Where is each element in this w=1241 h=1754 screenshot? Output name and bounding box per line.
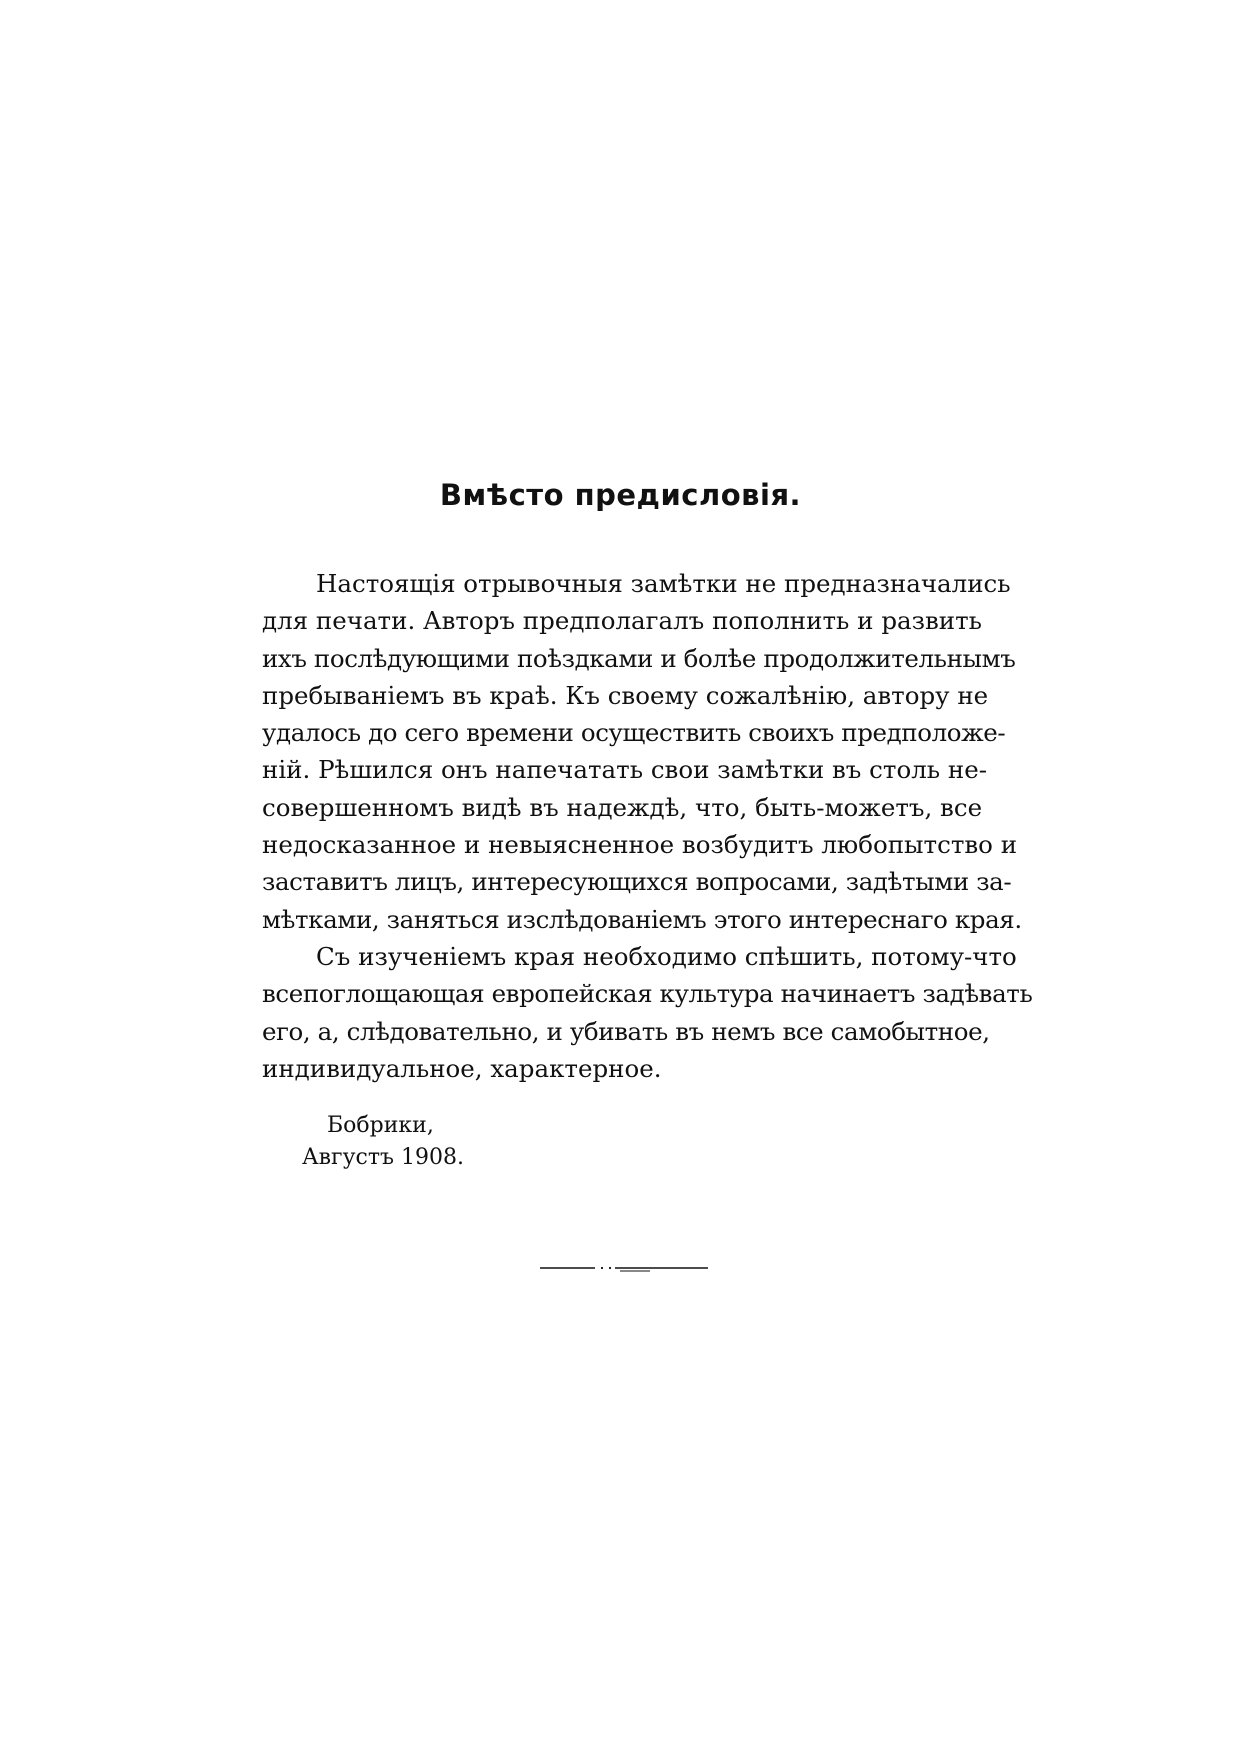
paragraph-1-line: недосказанное и невыясненное возбудитъ любопытство и: [262, 830, 1018, 860]
paragraph-1-line: пребываніемъ въ краѣ. Къ своему сожалѣнію, автору не: [262, 680, 989, 710]
paragraph-2-line: индивидуальное, характерное.: [262, 1053, 662, 1083]
paragraph-1-line: заставитъ лицъ, интересующихся вопросами, задѣтыми за-: [262, 867, 1012, 897]
paragraph-1-line: ній. Рѣшился онъ напечатать свои замѣтки въ столь не-: [262, 755, 987, 785]
ornament-divider-icon: [540, 1265, 708, 1273]
paragraph-2-line: всепоглощающая европейская культура начинаетъ задѣвать: [262, 979, 1033, 1009]
preface-text: [262, 565, 1033, 1087]
paragraph-2-line: Съ изученіемъ края необходимо спѣшить, потому-что: [316, 941, 1017, 971]
paragraph-1-line: для печати. Авторъ предполагалъ пополнить и развить: [262, 606, 982, 636]
signature-date: Августъ 1908.: [302, 1145, 464, 1170]
paragraph-1-line: ихъ послѣдующими поѣздками и болѣе продолжительнымъ: [262, 643, 1016, 673]
paragraph-2-line: его, а, слѣдовательно, и убивать въ немъ все самобытное,: [262, 1016, 990, 1046]
page-title: Вмѣсто предисловія.: [439, 478, 802, 512]
paragraph-1-line: совершенномъ видѣ въ надеждѣ, что, быть-можетъ, все: [262, 792, 983, 822]
signature-block: [302, 1110, 464, 1174]
signature-place: Бобрики,: [327, 1113, 434, 1138]
paragraph-1-line: Настоящія отрывочныя замѣтки не предназначались: [316, 569, 1011, 598]
decorative-rule: [540, 1265, 708, 1273]
paragraph-1-line: мѣтками, заняться изслѣдованіемъ этого интереснаго края.: [262, 904, 1022, 934]
paragraph-1-line: удалось до сего времени осуществить своихъ предположе-: [262, 718, 1006, 748]
